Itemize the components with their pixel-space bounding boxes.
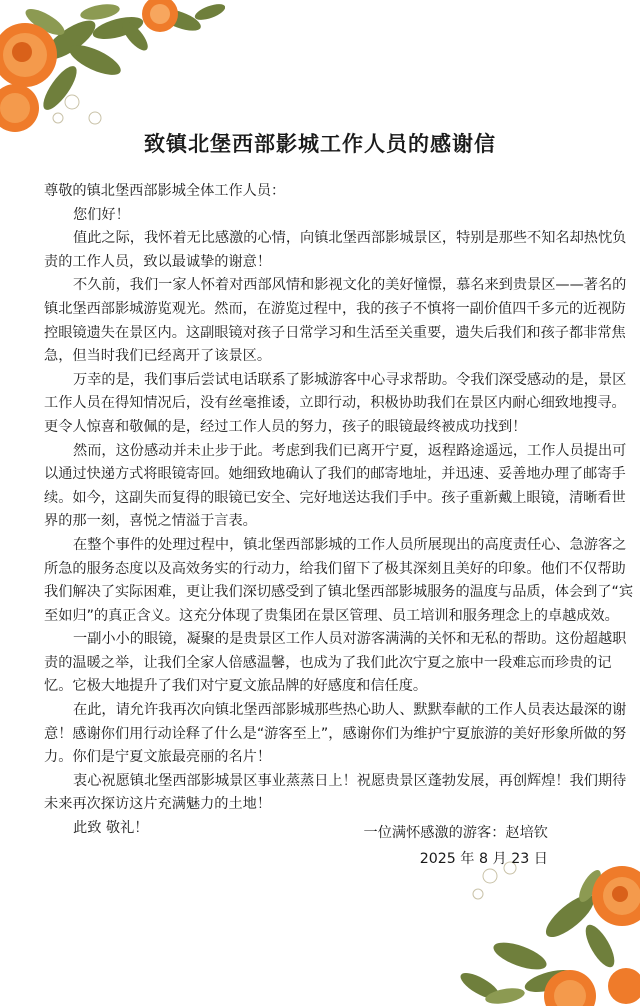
flower-decoration-bottom-right-icon (450, 846, 640, 1006)
letter-paragraph: 在此，请允许我再次向镇北堡西部影城那些热心助人、默默奉献的工作人员表达最深的谢意！感谢你们用行动诠释了什么是“游客至上”，感谢你们为维护宁夏旅游的美好形象所做的努力。你们是宁夏文旅最亮丽的名片！ (44, 702, 627, 766)
letter-greeting: 尊敬的镇北堡西部影城全体工作人员： (44, 183, 286, 199)
letter-paragraph: 一副小小的眼镜，凝聚的是贵景区工作人员对游客满满的关怀和无私的帮助。这份超越职责的温暖之举，让我们全家人倍感温馨，也成为了我们此次宁夏之旅中一段难忘而珍贵的记忆。它极大地提升了我们对宁夏文旅品牌的好感度和信任度。 (44, 631, 627, 695)
letter-paragraph: 在整个事件的处理过程中，镇北堡西部影城的工作人员所展现出的高度责任心、急游客之所急的服务态度以及高效务实的行动力，给我们留下了极其深刻且美好的印象。他们不仅帮助我们解决了实际困难，更让我们深切感受到了镇北堡西部影城服务的温度与品质，体会到了“宾至如归”的真正含义。这充分体现了贵集团在景区管理、员工培训和服务理念上的卓越成效。 (44, 536, 634, 624)
letter-closing: 此致 敬礼！ (73, 820, 149, 837)
letter-paragraph: 衷心祝愿镇北堡西部影城景区事业蒸蒸日上！祝愿贵景区蓬勃发展，再创辉煌！我们期待未来再次探访这片充满魅力的土地！ (44, 772, 627, 813)
letter-date: 2025 年 8 月 23 日 (419, 851, 548, 867)
letter-paragraph: 值此之际，我怀着无比感激的心情，向镇北堡西部影城景区，特别是那些不知名却热忱负责的工作人员，致以最诚挚的谢意！ (44, 230, 627, 270)
letter-paragraph: 万幸的是，我们事后尝试电话联系了影城游客中心寻求帮助。令我们深受感动的是，景区工作人员在得知情况后，没有丝毫推诿，立即行动，积极协助我们在景区内耐心细致地搜寻。更令人惊喜和敬佩的是，经过工作人员的努力，孩子的眼镜最终被成功找到！ (44, 371, 627, 435)
letter-signature: 一位满怀感激的游客：赵培钦 (363, 825, 548, 841)
letter-paragraph: 您们好！ (73, 206, 130, 223)
letter-paragraph: 不久前，我们一家人怀着对西部风情和影视文化的美好憧憬，慕名来到贵景区——著名的镇北堡西部影城游览观光。然而，在游览过程中，我的孩子不慎将一副价值四千多元的近视防控眼镜遗失在景区内。这副眼镜对孩子日常学习和生活至关重要，遗失后我们和孩子都非常焦急，但当时我们已经离开了该景区。 (44, 277, 627, 365)
letter-body (44, 180, 634, 841)
flower-decoration-top-left-icon (0, 0, 225, 140)
letter-paragraph: 然而，这份感动并未止步于此。考虑到我们已离开宁夏，返程路途遥远，工作人员提出可以通过快递方式将眼镜寄回。她细致地确认了我们的邮寄地址，并迅速、妥善地办理了邮寄手续。如今，这副失而复得的眼镜已安全、完好地送达我们手中。孩子重新戴上眼镜，清晰看世界的那一刻，喜悦之情溢于言表。 (44, 442, 627, 530)
letter-title: 致镇北堡西部影城工作人员的感谢信 (144, 132, 496, 156)
